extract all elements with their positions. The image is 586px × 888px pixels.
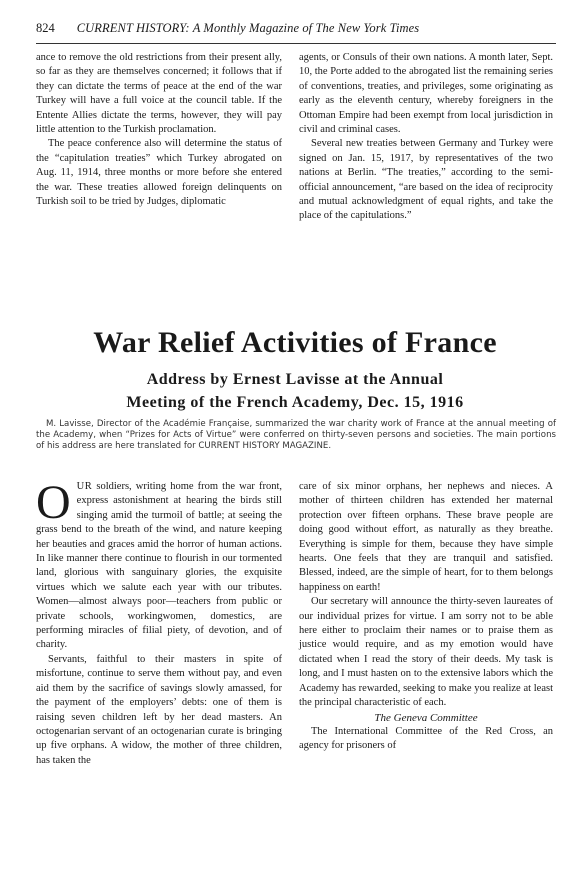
running-header: [36, 17, 554, 39]
top-left-paragraph-2: The peace conference also will determine the status of the “capitulation treaties” which Turkey abrogated on Aug. 11, 1914, three months or more before she entered the war. These treaties allowed foreign delinquents on Turkish soil to be tried by Judges, diplomatic: [36, 138, 282, 208]
article-subtitle-line-2: Meeting of the French Academy, Dec. 15, 1916: [126, 394, 464, 411]
body-left-paragraph-1: [36, 476, 282, 653]
header-rule: [36, 43, 556, 44]
body-left-paragraph-1-text: soldiers, writing home from the war front, express astonishment at hearing the birds still singing amid the turmoil of battle; at seeing the grass bend to the breath of the wind, and nature keeping her beauties and graces amid the horror of human actions. In like manner there continue to flourish in our tormented land, glorious with sanguinary glories, the exquisite virtues which we salute each year with our tributes. Women—almost always poor—teachers from public or private schools, workingwomen, domestics, are performing miracles of filial piety, of devotion, and of charity.: [36, 481, 282, 651]
body-left-paragraph-2: Servants, faithful to their masters in spite of misfortune, continue to serve them without pay, and even aid them by the sacrifice of savings slowly amassed, for the payment of the employers’ debts: one of them is raising seven children left by her dead masters. An octogenarian servant of an octogenarian curate is bringing up five orphans. A widow, the mother of three children, has taken the: [36, 653, 282, 766]
body-right-paragraph-2: Our secretary will announce the thirty-seven laureates of our individual prizes for virtue. I am sorry not to be able here either to proclaim their names or to praise them as justice would require, and as my emotion would have dictated when I read the story of their deeds. My task is long, and I must hasten on to the extensive labors which the Academy has rewarded, seeking to make you realize at least the principal characteristic of each.: [299, 596, 553, 709]
top-left-paragraph-1: ance to remove the old restrictions from their present ally, so far as they are themselves concerned; it follows that if they can dictate the terms of peace at the end of the war Turkey will have a full voice at the council table. If the Entente Allies dictate the terms, however, they will pay little attention to the Turkish proclamation.: [36, 52, 282, 136]
intro-text: M. Lavisse, Director of the Académie Française, summarized the war charity work of France at the annual meeting of the Academy, when “Prizes for Acts of Virtue” were conferred on thirty-seven persons and societies. The main portions of his address are here translated for CURRENT HISTORY MAGAZINE.: [36, 419, 556, 452]
article-title: War Relief Activities of France: [93, 326, 497, 359]
article-subtitle-line-1: Address by Ernest Lavisse at the Annual: [146, 371, 444, 388]
running-title: CURRENT HISTORY: A Monthly Magazine of The New York Times: [76, 21, 420, 35]
page-number: 824: [36, 21, 55, 35]
drop-cap: O: [36, 476, 71, 529]
top-right-paragraph-2: Several new treaties between Germany and Turkey were signed on Jan. 15, 1917, by representatives of the two nations at Berlin. “The treaties,” according to the semi-official announcement, “are based on the idea of reciprocity and mutual acknowledgment of equal rights, and take the place of the capitulations.”: [299, 138, 553, 222]
body-right-paragraph-3: The International Committee of the Red Cross, an agency for prisoners of: [299, 725, 553, 752]
top-right-paragraph-1: agents, or Consuls of their own nations. A month later, Sept. 10, the Porte added to the abrogated list the remaining series of conventions, treaties, and privileges, some originating as early as the eleventh century, whereby foreigners in the Ottoman Empire had been exempt from local jurisdiction in civil and criminal cases.: [299, 52, 553, 136]
lead-caps: UR: [76, 481, 93, 492]
top-left-column: [36, 51, 282, 209]
body-left-column: [36, 476, 282, 768]
body-right-column: [299, 480, 553, 754]
editorial-intro: [36, 419, 556, 453]
section-heading: The Geneva Committee: [374, 711, 478, 724]
body-right-paragraph-1: care of six minor orphans, her nephews and nieces. A mother of thirteen children has extended her maternal protection over fifteen orphans. These brave people are doing good without effort, as naturally as they breathe. Everything is simple for them, because they have simple hearts. One feels that they are tranquil and satisfied. Blessed, indeed, are the simple of heart, for to them belongs happiness on earth!: [299, 481, 553, 593]
top-right-column: [299, 51, 553, 224]
